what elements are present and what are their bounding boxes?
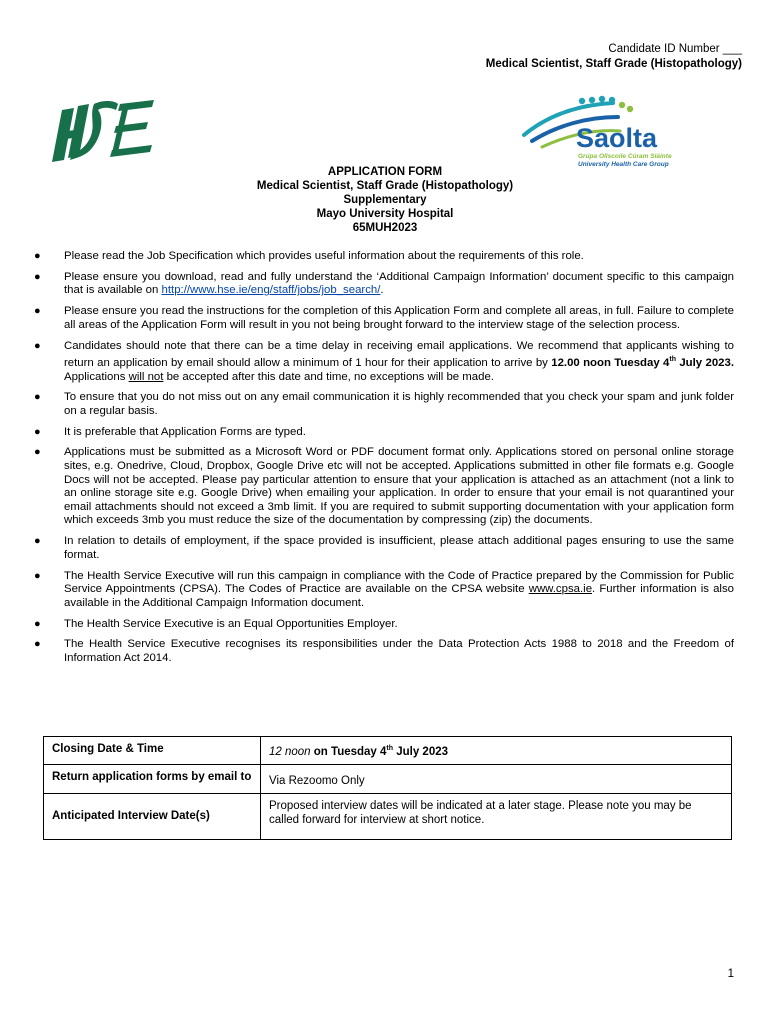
svg-text:Saolta: Saolta: [576, 123, 658, 153]
bullet-icon: ●: [34, 446, 41, 459]
form-post: Medical Scientist, Staff Grade (Histopathology): [256, 180, 514, 192]
svg-text:University Health Care Group: University Health Care Group: [578, 161, 669, 168]
svg-text:Grúpa Ollscoile Cúram Sláinte: Grúpa Ollscoile Cúram Sláinte: [578, 153, 672, 160]
list-item: ● Applications must be submitted as a Microsoft Word or PDF document format only. Applications stored on personal online storage sites, e.g. Onedrive, Cloud, Dropbox, Google Drive etc will not be accepted. Applications submitted in other file formats e.g. Google Docs will not be accepted. Please pay particular attention to ensure that your application is attached as an attachment (not a link to an online storage site e.g. Google Drive) when emailing your application. In order to ensure that your email is not quarantined your email attachments should not exceed a 3mb limit. If you are required to submit supporting documentation with your application form which exceeds 3mb you must reduce the size of the documentation by compressing (zip) the documents.: [34, 446, 734, 527]
list-item: ● Please read the Job Specification which provides useful information about the requirements of this role.: [34, 250, 584, 262]
list-item: ● The Health Service Executive will run this campaign in compliance with the Code of Practice prepared by the Commission for Public Service Appointments (CPSA). The Codes of Practice are available on the CPSA website www.cpsa.ie. Further information is also available in the Additional Campaign Information document.: [34, 569, 734, 609]
closing-date-label: Closing Date & Time: [44, 737, 261, 765]
instructions-list: [32, 250, 734, 673]
interview-dates-value: Proposed interview dates will be indicated at a later stage. Please note you may be called forward for interview at short notice.: [261, 793, 732, 839]
bullet-icon: ●: [34, 250, 41, 262]
cpsa-link[interactable]: www.cpsa.ie: [528, 583, 593, 596]
list-item: ● Please ensure you download, read and fully understand the ‘Additional Campaign Information’ document specific to this campaign that is available on http://www.hse.ie/eng/staff/jobs/job_search/.: [34, 270, 734, 297]
bullet-icon: ●: [34, 391, 41, 404]
page-number: 1: [727, 968, 734, 980]
list-item: ● The Health Service Executive is an Equal Opportunities Employer.: [34, 617, 398, 630]
job-search-link[interactable]: http://www.hse.ie/eng/staff/jobs/job_search/: [161, 284, 381, 297]
bullet-icon: ●: [34, 425, 41, 438]
form-reference: 65MUH2023: [352, 222, 418, 234]
closing-date-value: 12 noon on Tuesday 4th July 2023: [261, 737, 732, 765]
form-title: APPLICATION FORM: [327, 166, 443, 178]
list-item: ● Please ensure you read the instructions for the completion of this Application Form and complete all areas, in full. Failure to complete all areas of the Application Form will result in you not being brought forward to the interview stage of the selection process.: [34, 305, 734, 331]
form-type: Supplementary: [343, 194, 427, 206]
form-title-block: [0, 165, 770, 235]
bullet-icon: ●: [34, 569, 41, 582]
list-item: ● It is preferable that Application Forms are typed.: [34, 425, 306, 438]
saolta-logo: [518, 95, 718, 175]
return-forms-value: Via Rezoomo Only: [261, 764, 732, 793]
bullet-icon: ●: [34, 617, 41, 630]
table-row: [44, 737, 732, 765]
table-row: [44, 764, 732, 793]
form-hospital: Mayo University Hospital: [316, 208, 454, 220]
bullet-icon: ●: [34, 339, 41, 352]
bullet-icon: ●: [34, 638, 41, 651]
hse-logo: [52, 96, 162, 166]
list-item: ● In relation to details of employment, if the space provided is insufficient, please attach additional pages ensuring to use the same format.: [34, 535, 734, 561]
list-item: ● Candidates should note that there can be a time delay in receiving email applications. We recommend that applicants wishing to return an application by email should allow a minimum of 1 hour for their application to arrive by 12.00 noon Tuesday 4th July 2023. Applications will not be accepted after this date and time, no exceptions will be made.: [34, 339, 734, 383]
bullet-icon: ●: [34, 270, 41, 283]
return-forms-label: Return application forms by email to: [44, 764, 261, 793]
bullet-icon: ●: [34, 535, 41, 548]
post-title-header: Medical Scientist, Staff Grade (Histopathology): [485, 58, 742, 70]
table-row: [44, 793, 732, 839]
bullet-icon: ●: [34, 305, 41, 318]
candidate-id: Candidate ID Number ___: [608, 43, 742, 55]
list-item: ● To ensure that you do not miss out on any email communication it is highly recommended that you check your spam and junk folder on a regular basis.: [34, 391, 734, 417]
list-item: ● The Health Service Executive recognises its responsibilities under the Data Protection Acts 1988 to 2018 and the Freedom of Information Act 2014.: [34, 638, 734, 664]
interview-dates-label: Anticipated Interview Date(s): [44, 793, 261, 839]
application-details-table: [43, 736, 732, 840]
